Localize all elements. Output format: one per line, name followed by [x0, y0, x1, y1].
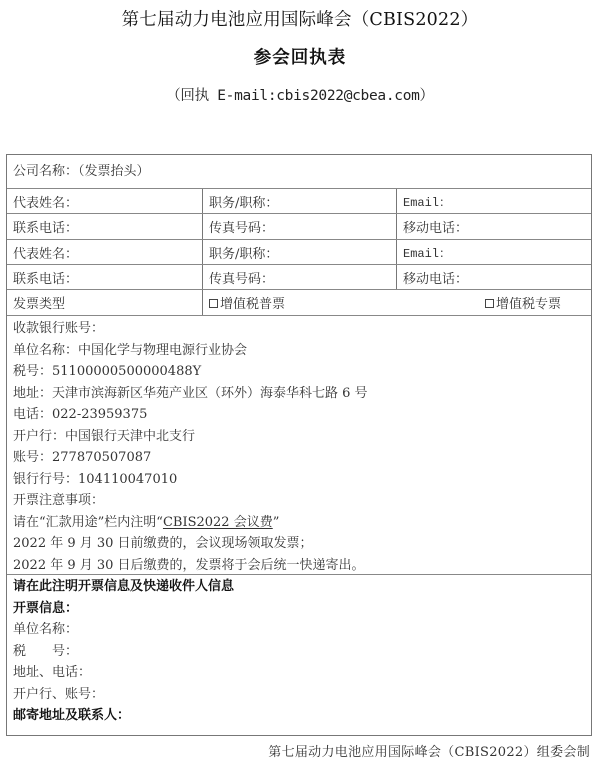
note1-prefix: 请在“汇款用途”栏内注明“ — [13, 514, 163, 530]
invoice-tax-id-field[interactable] — [13, 641, 591, 663]
rep2-mobile-label: 移动电话： — [403, 271, 469, 287]
rep1-name-row — [7, 189, 591, 214]
rep2-name-row — [7, 240, 591, 265]
company-row — [7, 155, 591, 189]
invoice-bank-account-label: 开户行、账号： — [13, 686, 105, 702]
rep2-phone-label: 联系电话： — [13, 271, 79, 287]
rep2-name-label: 代表姓名： — [13, 246, 79, 262]
rep1-name-label: 代表姓名： — [13, 195, 79, 211]
bank-account: 账号：277870507087 — [13, 450, 152, 465]
invoice-type-label-cell — [7, 290, 202, 315]
note1-remittance-purpose: CBIS2022 会议费 — [162, 514, 273, 530]
rep1-name-field[interactable] — [7, 189, 202, 213]
rep1-phone-label: 联系电话： — [13, 221, 79, 236]
mailing-address-field[interactable] — [13, 705, 591, 727]
rep2-mobile-field[interactable] — [396, 265, 591, 289]
rep2-fax-field[interactable] — [202, 265, 396, 289]
bank-name: 开户行：中国银行天津中北支行 — [13, 428, 196, 444]
company-name-label: 公司名称：（发票抬头） — [13, 164, 150, 179]
organizer-footer: 第七届动力电池应用国际峰会（CBIS2022）组委会制 — [268, 745, 590, 760]
bank-code: 银行行号：104110047010 — [13, 471, 178, 487]
invoice-notes-heading: 开票注意事项： — [13, 493, 105, 508]
checkbox-icon[interactable] — [209, 299, 218, 308]
invoice-option-general[interactable] — [209, 293, 285, 312]
rep2-phone-row — [7, 265, 591, 290]
rep1-mobile-field[interactable] — [396, 214, 591, 239]
rep2-email-label: Email： — [403, 246, 452, 261]
bank-address: 地址：天津市滨海新区华苑产业区（环外）海泰华科七路 6 号 — [13, 385, 368, 401]
rep1-phone-row — [7, 214, 591, 240]
invoice-type-row — [7, 290, 591, 316]
invoice-section-heading: 请在此注明开票信息及快递收件人信息 — [13, 579, 235, 594]
reply-email-line: （回执 E-mail:cbis2022@cbea.com） — [166, 88, 434, 104]
bank-unit-name: 单位名称：中国化学与物理电源行业协会 — [13, 342, 248, 358]
mailing-address-label: 邮寄地址及联系人： — [13, 708, 131, 723]
rep2-name-field[interactable] — [7, 240, 202, 264]
company-name-field[interactable] — [7, 155, 591, 188]
invoice-address-phone-label: 地址、电话： — [13, 665, 92, 680]
bank-tax-id: 税号：51100000500000488Y — [13, 364, 202, 379]
rep1-email-field[interactable] — [396, 189, 591, 213]
checkbox-icon[interactable] — [485, 299, 494, 308]
invoice-bank-account-field[interactable] — [13, 684, 591, 706]
invoice-option-special[interactable] — [485, 293, 561, 312]
rep2-position-field[interactable] — [202, 240, 396, 264]
document-title: 第七届动力电池应用国际峰会（CBIS2022） — [121, 10, 479, 30]
rep1-fax-label: 传真号码： — [209, 221, 275, 236]
invoice-tax-id-label: 税 号： — [13, 643, 79, 659]
invoice-unit-name-field[interactable] — [13, 619, 591, 641]
rep1-position-label: 职务/职称： — [209, 195, 279, 211]
rep2-email-field[interactable] — [396, 240, 591, 264]
rep1-mobile-label: 移动电话： — [403, 221, 469, 236]
invoice-type-label: 发票类型 — [13, 297, 66, 312]
bank-heading: 收款银行账号： — [13, 321, 105, 336]
invoice-unit-name-label: 单位名称： — [13, 622, 79, 637]
document-subtitle: 参会回执表 — [253, 48, 347, 68]
note1-suffix: ” — [272, 514, 280, 530]
rep1-position-field[interactable] — [202, 189, 396, 213]
bank-info-section — [7, 316, 591, 575]
invoice-option-special-label: 增值税专票 — [495, 297, 561, 312]
rep1-email-label: Email： — [403, 195, 452, 210]
invoice-note-2: 2022 年 9 月 30 日前缴费的，会议现场领取发票； — [13, 536, 313, 551]
rep2-phone-field[interactable] — [7, 265, 202, 289]
rep1-phone-field[interactable] — [7, 214, 202, 239]
invoice-note-1 — [13, 512, 591, 534]
invoice-address-phone-field[interactable] — [13, 662, 591, 684]
rep2-fax-label: 传真号码： — [209, 271, 275, 287]
registration-form-table — [6, 154, 592, 736]
invoice-option-general-label: 增值税普票 — [220, 297, 286, 312]
rep2-position-label: 职务/职称： — [209, 246, 279, 262]
rep1-fax-field[interactable] — [202, 214, 396, 239]
invoice-mailing-section — [7, 575, 591, 727]
bank-phone: 电话：022-23959375 — [13, 407, 148, 422]
invoice-note-3: 2022 年 9 月 30 日后缴费的，发票将于会后统一快递寄出。 — [13, 557, 365, 573]
invoice-info-label: 开票信息： — [13, 600, 79, 616]
invoice-type-options — [202, 290, 591, 315]
